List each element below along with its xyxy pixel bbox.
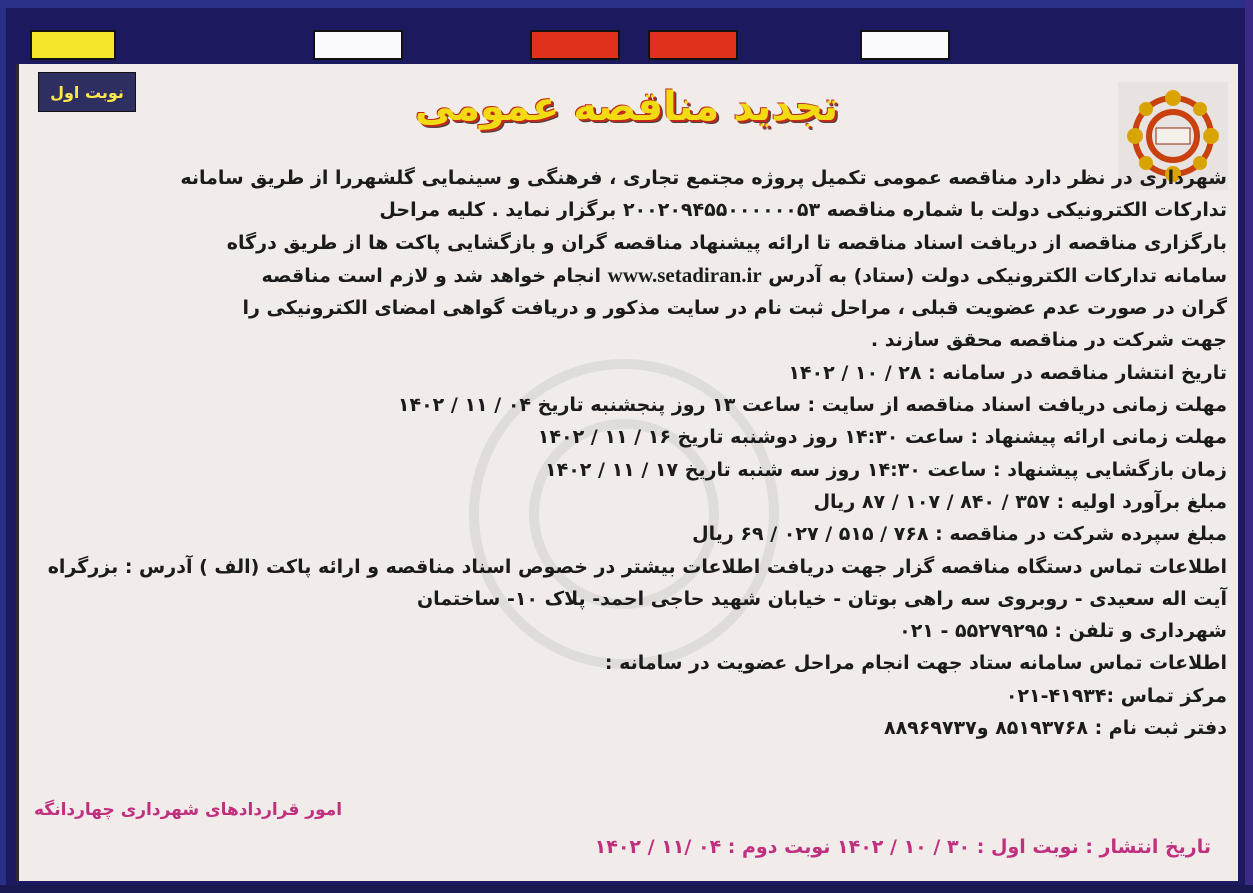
call-center-line: مرکز تماس :۴۱۹۳۴-۰۲۱ — [1005, 684, 1227, 707]
frame-top-border — [0, 0, 1253, 8]
frame-left-border — [0, 0, 6, 893]
publish-date-line: تاریخ انتشار مناقصه در سامانه : ۲۸ / ۱۰ / ۱۴۰۲ — [788, 361, 1227, 384]
body-line: تدارکات الکترونیکی دولت با شماره مناقصه ۲۰۰۲۰۹۴۵۵۰۰۰۰۰۰۵۳ برگزار نماید . کلیه مراحل — [379, 199, 1227, 222]
setad-contact-line: اطلاعات تماس سامانه ستاد جهت انجام مراحل عضویت در سامانه : — [604, 652, 1227, 675]
address-line: آیت اله سعیدی - روبروی سه راهی بوتان - خیابان شهید حاجی احمد- پلاک ۱۰- ساختمان — [416, 587, 1227, 610]
publish-dates: تاریخ انتشار : نوبت اول : ۳۰ / ۱۰ / ۱۴۰۲ نوبت دوم : ۰۴ /۱۱ / ۱۴۰۲ — [594, 836, 1211, 858]
red-swatch — [530, 30, 620, 60]
body-line: بارگزاری مناقصه از دریافت اسناد مناقصه تا ارائه پیشنهاد مناقصه گران و بازگشایی پاکت ها از طریق درگاه — [226, 231, 1227, 254]
bid-deadline-line: مهلت زمانی ارائه پیشنهاد : ساعت ۱۴:۳۰ روز دوشنبه تاریخ ۱۶ / ۱۱ / ۱۴۰۲ — [537, 426, 1227, 449]
estimate-amount-line: مبلغ برآورد اولیه : ۳۵۷ / ۸۴۰ / ۱۰۷ / ۸۷ ریال — [813, 490, 1227, 513]
document-deadline-line: مهلت زمانی دریافت اسناد مناقصه از سایت : ساعت ۱۳ روز پنجشنبه تاریخ ۰۴ / ۱۱ / ۱۴۰۲ — [397, 394, 1227, 417]
opening-time-line: زمان بازگشایی پیشنهاد : ساعت ۱۴:۳۰ روز سه شنبه تاریخ ۱۷ / ۱۱ / ۱۴۰۲ — [545, 458, 1227, 481]
white-swatch — [860, 30, 950, 60]
body-line-tail: انجام خواهد شد و لازم است مناقصه — [261, 264, 602, 287]
body-line: گران در صورت عدم عضویت قبلی ، مراحل ثبت نام در سایت مذکور و دریافت گواهی امضای الکترونیکی را — [242, 297, 1227, 320]
ad-body — [24, 162, 1227, 744]
frame-right-border — [1245, 0, 1253, 893]
website-link[interactable]: www.setadiran.ir — [607, 262, 762, 287]
deposit-amount-line: مبلغ سپرده شرکت در مناقصه : ۷۶۸ / ۵۱۵ / ۰۲۷ / ۶۹ ریال — [692, 523, 1227, 546]
contact-info-line: اطلاعات تماس دستگاه مناقصه گزار جهت دریافت اطلاعات بیشتر در خصوص اسناد مناقصه و ارائه پاکت (الف ) آدرس : بزرگراه — [47, 555, 1227, 578]
phone-line: شهرداری و تلفن : ۵۵۲۷۹۲۹۵ - ۰۲۱ — [899, 620, 1227, 643]
body-line-text: سامانه تدارکات الکترونیکی دولت (ستاد) به آدرس — [768, 264, 1227, 287]
red-swatch — [648, 30, 738, 60]
white-swatch — [313, 30, 403, 60]
yellow-swatch — [30, 30, 116, 60]
body-line — [24, 259, 1227, 292]
body-line: جهت شرکت در مناقصه محقق سازند . — [870, 329, 1227, 352]
department-signature: امور قراردادهای شهرداری چهاردانگه — [34, 800, 343, 820]
frame-bottom-border — [0, 885, 1253, 893]
page-title: تجدید مناقصه عمومی — [414, 84, 839, 130]
round-badge: نوبت اول — [38, 72, 136, 112]
registration-office-line: دفتر ثبت نام : ۸۵۱۹۳۷۶۸ و۸۸۹۶۹۷۳۷ — [883, 717, 1227, 740]
body-line: شهرداری در نظر دارد مناقصه عمومی تکمیل پروژه مجتمع تجاری ، فرهنگی و سینمایی گلشهررا از طریق سامانه — [180, 167, 1227, 189]
